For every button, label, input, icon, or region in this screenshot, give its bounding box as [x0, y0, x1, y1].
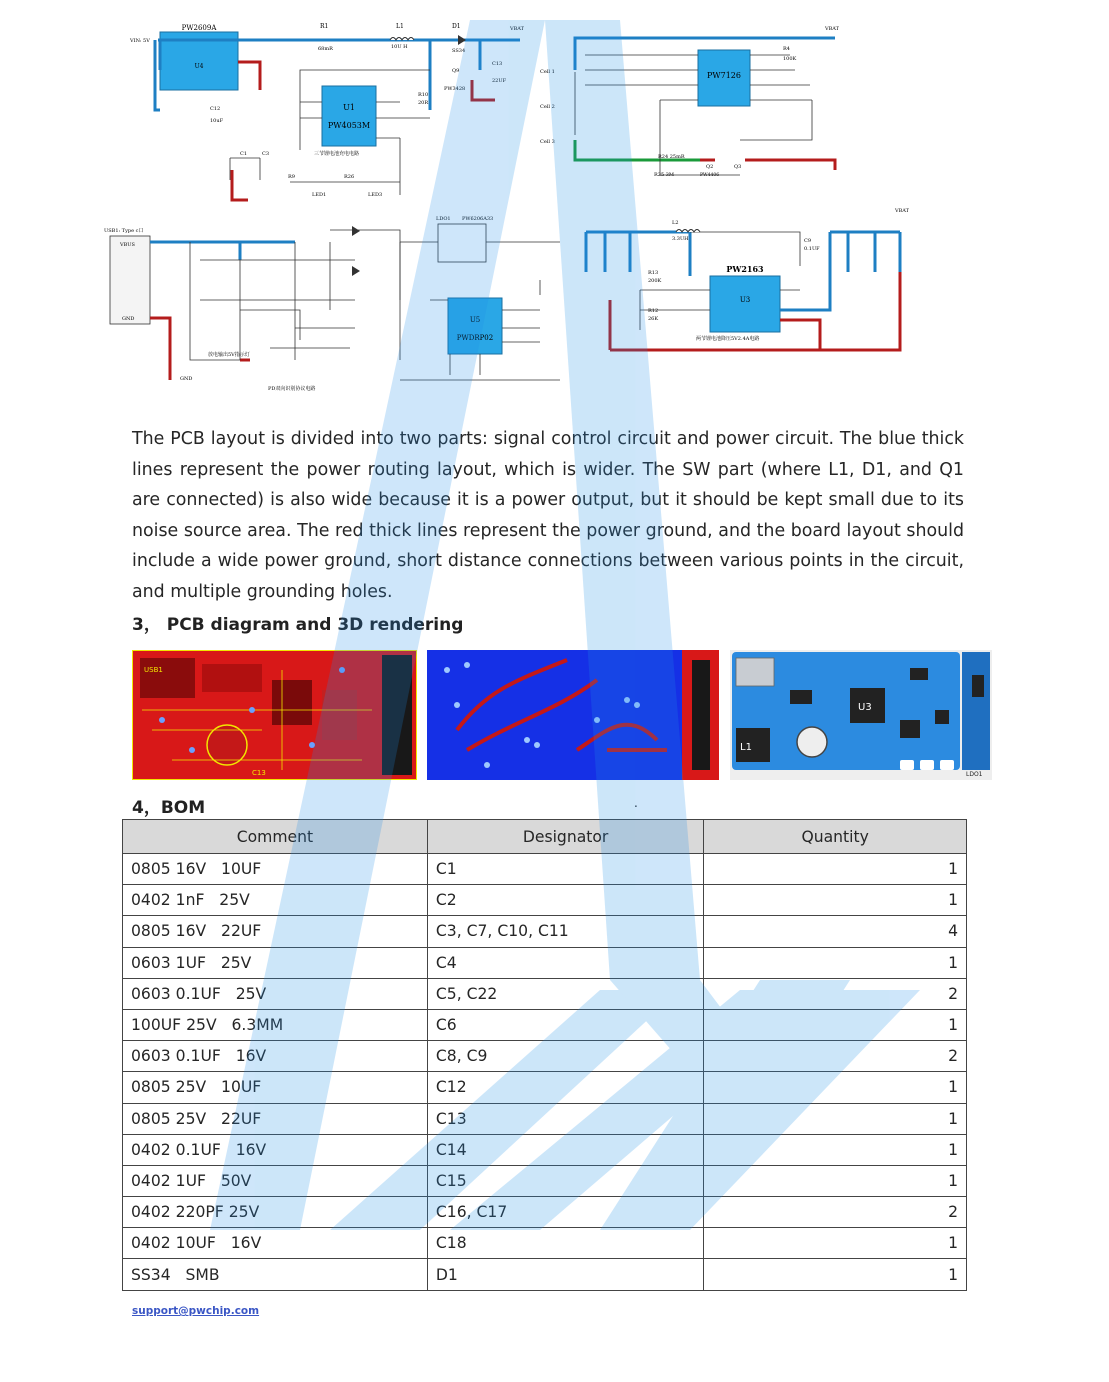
- ref-q2: Q2: [706, 164, 714, 170]
- val-l1: 10U H: [391, 44, 408, 50]
- table-row: [123, 1009, 967, 1040]
- val-r13: 200K: [648, 278, 662, 284]
- buck-circuit: [586, 208, 910, 350]
- stray-dot: .: [634, 796, 638, 810]
- bom-comment: 0402 10UF 16V: [123, 1228, 428, 1259]
- pcb-top-layer-image: [132, 650, 417, 780]
- bom-comment: SS34 SMB: [123, 1259, 428, 1290]
- ref-r24: R24 25mR: [658, 154, 685, 160]
- ref-u1: U1: [343, 103, 355, 112]
- ref-l1: L1: [396, 23, 404, 30]
- table-row: [123, 1072, 967, 1103]
- table-row: [123, 978, 967, 1009]
- ref-r12: R12: [648, 308, 659, 314]
- pcb-label-c13: C13: [252, 769, 266, 777]
- label-gnd-usb: GND: [122, 316, 135, 322]
- chip-label-pw2609a: PW2609A: [181, 24, 217, 32]
- table-row: [123, 947, 967, 978]
- bom-quantity: 1: [704, 947, 967, 978]
- table-row: [123, 1165, 967, 1196]
- table-row: [123, 916, 967, 947]
- ref-u5: U5: [469, 316, 481, 324]
- bom-quantity: 4: [704, 916, 967, 947]
- bom-quantity: 1: [704, 1165, 967, 1196]
- ref-r13: R13: [648, 270, 659, 276]
- section-3-heading: 3， PCB diagram and 3D rendering: [132, 615, 464, 635]
- val-r12: 26K: [648, 316, 659, 322]
- charger-circuit: [129, 23, 525, 200]
- val-d1: SS34: [452, 48, 466, 54]
- ref-c12: C12: [210, 106, 221, 112]
- pcb-label-ldo1: LDO1: [966, 771, 983, 778]
- ref-r10: R10: [418, 92, 429, 98]
- val-r1: 68mR: [318, 46, 333, 52]
- pcb-label-u3: U3: [858, 702, 872, 713]
- caption-buck-circuit: 两节锂电池降压5V2.4A电路: [696, 336, 760, 342]
- caption-charge-circuit: 三节锂电池充电电路: [314, 151, 360, 157]
- label-vbus: VBUS: [120, 242, 135, 248]
- bom-designator: C16, C17: [427, 1197, 703, 1228]
- bom-header-row: [123, 820, 967, 854]
- pcb-label-l1: L1: [740, 742, 752, 753]
- table-row: [123, 1103, 967, 1134]
- ref-r9: R9: [288, 174, 295, 180]
- ref-r4: R4: [783, 46, 790, 52]
- val-c9: 0.1UF: [804, 246, 820, 252]
- ref-q3: Q3: [734, 164, 742, 170]
- table-row: [123, 1228, 967, 1259]
- ref-r1: R1: [320, 23, 329, 30]
- table-row: [123, 1259, 967, 1290]
- table-row: [123, 1134, 967, 1165]
- protection-circuit: [540, 26, 840, 178]
- ref-r25: R25 3M: [654, 172, 675, 178]
- bom-quantity: 1: [704, 854, 967, 885]
- bom-quantity: 2: [704, 1041, 967, 1072]
- chip-label-pw4053m: PW4053M: [327, 121, 371, 130]
- ref-led1: LED1: [312, 192, 327, 198]
- val-q9: PW3428: [444, 86, 466, 92]
- val-c12: 10uF: [210, 118, 224, 124]
- ref-c3: C3: [262, 151, 270, 157]
- bom-comment: 0805 25V 10UF: [123, 1072, 428, 1103]
- bom-designator: C5, C22: [427, 978, 703, 1009]
- bom-designator: C14: [427, 1134, 703, 1165]
- label-cell2: Cell 2: [540, 104, 555, 110]
- label-vbat-top: VBAT: [510, 26, 524, 32]
- table-row: [123, 885, 967, 916]
- bom-designator: C4: [427, 947, 703, 978]
- bom-comment: 0402 1UF 50V: [123, 1165, 428, 1196]
- ref-u4: U4: [194, 63, 204, 70]
- ldo-controller-circuit: [400, 216, 560, 380]
- bom-designator: C8, C9: [427, 1041, 703, 1072]
- ref-c1: C1: [240, 151, 248, 157]
- bom-quantity: 2: [704, 1197, 967, 1228]
- support-email-link[interactable]: support@pwchip.com: [132, 1305, 260, 1317]
- bom-quantity: 2: [704, 978, 967, 1009]
- bom-table: [122, 819, 967, 1291]
- bom-quantity: 1: [704, 1259, 967, 1290]
- val-r10: 20R: [418, 100, 429, 106]
- bom-quantity: 1: [704, 1009, 967, 1040]
- chip-label-pw7126: PW7126: [707, 71, 741, 80]
- bom-comment: 0402 220PF 25V: [123, 1197, 428, 1228]
- caption-discharge: 放电输出5V指示灯: [208, 352, 250, 358]
- pcb-bottom-layer-image: [427, 650, 719, 780]
- label-vbat-buck: VBAT: [895, 208, 909, 214]
- bom-comment: 0603 0.1UF 16V: [123, 1041, 428, 1072]
- bom-comment: 100UF 25V 6.3MM: [123, 1009, 428, 1040]
- bom-header-quantity: Quantity: [704, 820, 967, 854]
- bom-comment: 0805 16V 10UF: [123, 854, 428, 885]
- ref-u3: U3: [739, 296, 751, 304]
- bom-comment: 0603 0.1UF 25V: [123, 978, 428, 1009]
- bom-designator: C18: [427, 1228, 703, 1259]
- bom-designator: C2: [427, 885, 703, 916]
- chip-label-pwdrp02: PWDRP02: [456, 334, 494, 342]
- ref-q9: Q9: [452, 68, 460, 74]
- val-c13: 22UF: [492, 78, 507, 84]
- val-r4: 100K: [783, 56, 797, 62]
- circuit-schematic: [100, 10, 1000, 410]
- val-l2: 3.3UH: [672, 236, 689, 242]
- bom-designator: C15: [427, 1165, 703, 1196]
- ref-d1: D1: [452, 23, 461, 30]
- bom-quantity: 1: [704, 885, 967, 916]
- table-row: [123, 854, 967, 885]
- ref-l2: L2: [672, 220, 679, 226]
- pcb-layout-paragraph: The PCB layout is divided into two parts: signal control circuit and power circuit. The blue thick lines represent the power routing layout, which is wider. The SW part (where L1, D1, and Q1 are connected) is also wide because it is a power output, but it should be kept small due to its noise source area. The red thick lines represent the power ground, and the board layout should include a wide power ground, short distance connections between various points in the circuit, and multiple grounding holes.: [132, 429, 964, 602]
- bom-comment: 0402 1nF 25V: [123, 885, 428, 916]
- bom-designator: C1: [427, 854, 703, 885]
- bom-designator: C13: [427, 1103, 703, 1134]
- section-4-heading: 4，BOM: [132, 798, 206, 818]
- bom-quantity: 1: [704, 1072, 967, 1103]
- ref-led3: LED3: [368, 192, 383, 198]
- table-row: [123, 1197, 967, 1228]
- ref-c13: C13: [492, 61, 503, 67]
- label-vbat-right: VBAT: [825, 26, 839, 32]
- bom-designator: C6: [427, 1009, 703, 1040]
- bom-comment: 0805 16V 22UF: [123, 916, 428, 947]
- bom-quantity: 1: [704, 1134, 967, 1165]
- pd-protocol-circuit: [104, 226, 400, 392]
- ref-r26: R26: [344, 174, 355, 180]
- label-usb1: USB1: Type c口: [104, 228, 144, 234]
- label-vin-5v: VIN: 5V: [130, 38, 150, 44]
- label-gnd-pd: GND: [180, 376, 193, 382]
- bom-designator: C3, C7, C10, C11: [427, 916, 703, 947]
- bom-header-designator: Designator: [427, 820, 703, 854]
- ref-ldo1: LDO1: [436, 216, 451, 222]
- bom-quantity: 1: [704, 1228, 967, 1259]
- chip-label-pw6206a33: PW6206A33: [462, 216, 494, 222]
- bom-comment: 0603 1UF 25V: [123, 947, 428, 978]
- chip-label-pw2163: PW2163: [726, 264, 764, 274]
- label-cell1: Cell 1: [540, 69, 555, 75]
- bom-designator: C12: [427, 1072, 703, 1103]
- label-cell3: Cell 3: [540, 139, 555, 145]
- pcb-label-usb1: USB1: [144, 666, 163, 674]
- bom-quantity: 1: [704, 1103, 967, 1134]
- val-q2: PW4406: [700, 173, 720, 178]
- bom-comment: 0402 0.1UF 16V: [123, 1134, 428, 1165]
- bom-designator: D1: [427, 1259, 703, 1290]
- bom-header-comment: Comment: [123, 820, 428, 854]
- ref-c9: C9: [804, 238, 812, 244]
- pcb-3d-render-image: [730, 650, 992, 780]
- bom-comment: 0805 25V 22UF: [123, 1103, 428, 1134]
- caption-pd-circuit: PD双向识别协议电路: [268, 386, 316, 392]
- table-row: [123, 1041, 967, 1072]
